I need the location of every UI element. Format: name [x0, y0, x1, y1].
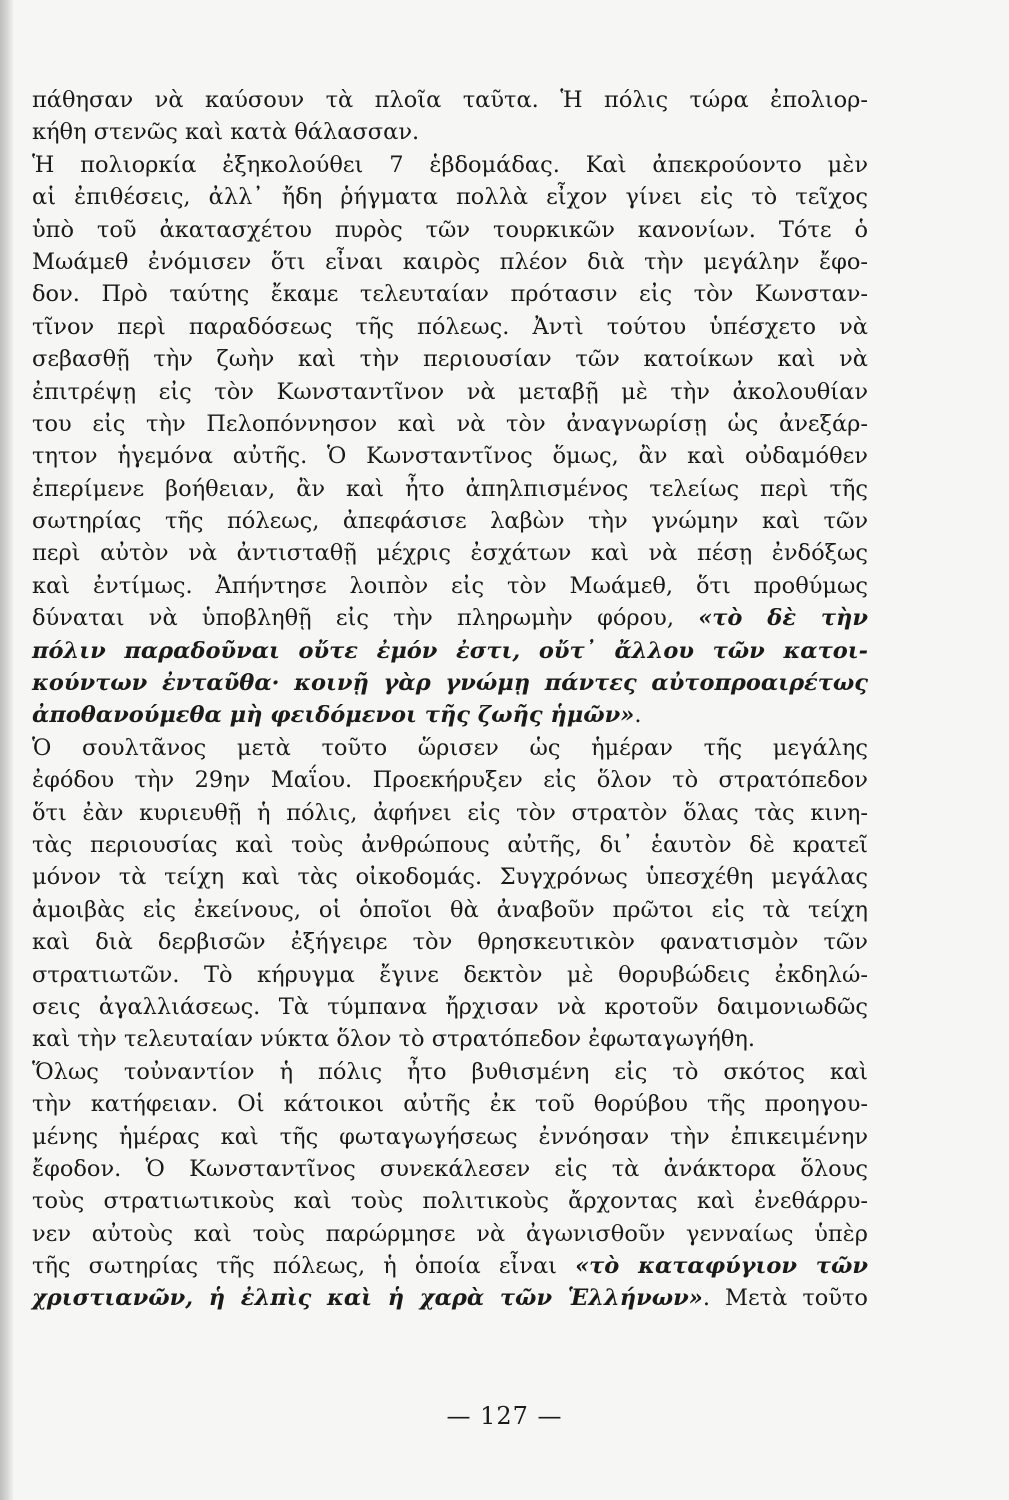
text-line	[32, 635, 868, 667]
text-segment: Μωάμεθ ἐνόμισεν ὅτι εἶναι καιρὸς πλέον διὰ τὴν μεγάλην ἔφο-	[32, 248, 868, 275]
text-line	[32, 894, 868, 926]
emphasized-quote: «τὸ καταφύγιον τῶν	[575, 1253, 868, 1280]
emphasized-quote: «τὸ δὲ τὴν	[698, 605, 868, 632]
text-segment: περὶ αὐτὸν νὰ ἀντισταθῇ μέχρις ἐσχάτων καὶ νὰ πέσῃ ἐνδόξως	[32, 540, 868, 567]
text-line	[32, 797, 868, 829]
text-segment: δύναται νὰ ὑποβληθῇ εἰς τὴν πληρωμὴν φόρου,	[32, 605, 699, 632]
text-line	[32, 440, 868, 472]
text-segment: ὑπὸ τοῦ ἀκατασχέτου πυρὸς τῶν τουρκικῶν κανονίων. Τότε ὁ	[32, 216, 868, 243]
page-number: — 127 —	[446, 1402, 563, 1430]
text-segment: . Μετὰ τοῦτο	[702, 1285, 868, 1312]
text-segment: σωτηρίας τῆς πόλεως, ἀπεφάσισε λαβὼν τὴν γνώμην καὶ τῶν	[32, 508, 868, 535]
text-line	[32, 1023, 868, 1055]
text-line	[32, 311, 868, 343]
text-segment: τὰς περιουσίας καὶ τοὺς ἀνθρώπους αὐτῆς, δι᾽ ἑαυτὸν δὲ κρατεῖ	[32, 831, 868, 858]
text-line	[32, 1250, 868, 1282]
text-segment: τητον ἡγεμόνα αὐτῆς. Ὁ Κωνσταντῖνος ὅμως, ἂν καὶ οὐδαμόθεν	[32, 443, 868, 470]
text-segment: ἔφοδον. Ὁ Κωνσταντῖνος συνεκάλεσεν εἰς τὰ ἀνάκτορα ὅλους	[32, 1155, 868, 1182]
text-segment: Ἡ πολιορκία ἐξηκολούθει 7 ἑβδομάδας. Καὶ ἀπεκρούοντο μὲν	[32, 151, 868, 178]
text-line	[32, 667, 868, 699]
text-line	[32, 732, 868, 764]
text-line	[32, 181, 868, 213]
text-segment: τῆς σωτηρίας τῆς πόλεως, ἡ ὁποία εἶναι	[32, 1253, 576, 1280]
text-segment: τὴν κατήφειαν. Οἱ κάτοικοι αὐτῆς ἐκ τοῦ θορύβου τῆς προηγου-	[32, 1091, 868, 1118]
text-line	[32, 214, 868, 246]
text-line	[32, 764, 868, 796]
text-line	[32, 473, 868, 505]
text-segment: καὶ τὴν τελευταίαν νύκτα ὅλον τὸ στρατόπεδον ἐφωταγωγήθη.	[32, 1026, 756, 1053]
text-segment: νεν αὐτοὺς καὶ τοὺς παρώρμησε νὰ ἀγωνισθοῦν γενναίως ὑπὲρ	[32, 1220, 868, 1247]
text-line	[32, 84, 868, 116]
text-segment: Ὁ σουλτᾶνος μετὰ τοῦτο ὥρισεν ὡς ἡμέραν τῆς μεγάλης	[32, 734, 868, 761]
text-line	[32, 1088, 868, 1120]
text-segment: ἀμοιβὰς εἰς ἐκείνους, οἱ ὁποῖοι θὰ ἀναβοῦν πρῶτοι εἰς τὰ τείχη	[32, 896, 868, 923]
text-segment: σεις ἀγαλλιάσεως. Τὰ τύμπανα ἤρχισαν νὰ κροτοῦν δαιμονιωδῶς	[32, 993, 868, 1020]
text-line	[32, 408, 868, 440]
text-line	[32, 1218, 868, 1250]
text-segment: ὅτι ἐὰν κυριευθῇ ἡ πόλις, ἀφήνει εἰς τὸν στρατὸν ὅλας τὰς κινη-	[32, 799, 868, 826]
text-line	[32, 149, 868, 181]
text-line	[32, 505, 868, 537]
text-line	[32, 246, 868, 278]
text-line	[32, 1185, 868, 1217]
page-binding-shadow	[0, 0, 14, 1500]
text-segment: μένης ἡμέρας καὶ τῆς φωταγωγήσεως ἐννόησαν τὴν ἐπικειμένην	[32, 1123, 868, 1150]
text-segment: δον. Πρὸ ταύτης ἔκαμε τελευταίαν πρότασιν εἰς τὸν Κωνσταν-	[32, 281, 868, 308]
text-line	[32, 959, 868, 991]
text-line	[32, 537, 868, 569]
text-line	[32, 570, 868, 602]
emphasized-quote: χριστιανῶν, ἡ ἐλπὶς καὶ ἡ χαρὰ τῶν Ἑλλήνων»	[32, 1285, 703, 1312]
text-line	[32, 829, 868, 861]
text-segment: καὶ ἐντίμως. Ἀπήντησε λοιπὸν εἰς τὸν Μωάμεθ, ὅτι προθύμως	[32, 572, 868, 599]
text-line	[32, 861, 868, 893]
text-segment: σεβασθῇ τὴν ζωὴν καὶ τὴν περιουσίαν τῶν κατοίκων καὶ νὰ	[32, 346, 868, 373]
emphasized-quote: κούντων ἐνταῦθα· κοινῇ γὰρ γνώμῃ πάντες αὐτοπροαιρέτως	[32, 670, 868, 697]
text-line	[32, 602, 868, 634]
text-line	[32, 343, 868, 375]
text-segment: τοὺς στρατιωτικοὺς καὶ τοὺς πολιτικοὺς ἄρχοντας καὶ ἐνεθάρρυ-	[32, 1188, 868, 1215]
text-segment: αἱ ἐπιθέσεις, ἀλλ᾽ ἤδη ῥήγματα πολλὰ εἶχον γίνει εἰς τὸ τεῖχος	[32, 184, 868, 211]
emphasized-quote: πόλιν παραδοῦναι οὔτε ἐμόν ἐστι, οὔτ᾽ ἄλλου τῶν κατοι-	[32, 637, 868, 664]
text-segment: του εἰς τὴν Πελοπόννησον καὶ νὰ τὸν ἀναγνωρίσῃ ὡς ἀνεξάρ-	[32, 410, 868, 437]
text-line	[32, 699, 868, 731]
text-line	[32, 278, 868, 310]
text-segment: πάθησαν νὰ καύσουν τὰ πλοῖα ταῦτα. Ἡ πόλις τώρα ἐπολιορ-	[32, 87, 868, 113]
text-line	[32, 1282, 868, 1314]
text-segment: μόνον τὰ τείχη καὶ τὰς οἰκοδομάς. Συγχρόνως ὑπεσχέθη μεγάλας	[32, 864, 868, 891]
text-line	[32, 1153, 868, 1185]
body-text	[32, 84, 868, 1315]
text-line	[32, 1056, 868, 1088]
text-segment: στρατιωτῶν. Τὸ κήρυγμα ἔγινε δεκτὸν μὲ θορυβώδεις ἐκδηλώ-	[32, 961, 868, 988]
text-segment: ἐπερίμενε βοήθειαν, ἂν καὶ ἦτο ἀπηλπισμένος τελείως περὶ τῆς	[32, 475, 868, 502]
text-segment: καὶ διὰ δερβισῶν ἐξήγειρε τὸν θρησκευτικὸν φανατισμὸν τῶν	[32, 929, 868, 956]
emphasized-quote: ἀποθανούμεθα μὴ φειδόμενοι τῆς ζωῆς ἡμῶν»	[32, 702, 635, 729]
text-segment: κήθη στενῶς καὶ κατὰ θάλασσαν.	[32, 119, 420, 146]
text-segment: τῖνον περὶ παραδόσεως τῆς πόλεως. Ἀντὶ τούτου ὑπέσχετο νὰ	[32, 313, 868, 340]
text-line	[32, 376, 868, 408]
text-segment: ἐφόδου τὴν 29ην Μαΐου. Προεκήρυξεν εἰς ὅλον τὸ στρατόπεδον	[32, 767, 868, 794]
text-line	[32, 116, 868, 148]
text-line	[32, 991, 868, 1023]
text-line	[32, 1121, 868, 1153]
text-segment: .	[634, 702, 642, 729]
text-segment: Ὅλως τοὐναντίον ἡ πόλις ἦτο βυθισμένη εἰς τὸ σκότος καὶ	[32, 1058, 868, 1085]
text-line	[32, 926, 868, 958]
text-segment: ἐπιτρέψῃ εἰς τὸν Κωνσταντῖνον νὰ μεταβῇ μὲ τὴν ἀκολουθίαν	[32, 378, 868, 405]
